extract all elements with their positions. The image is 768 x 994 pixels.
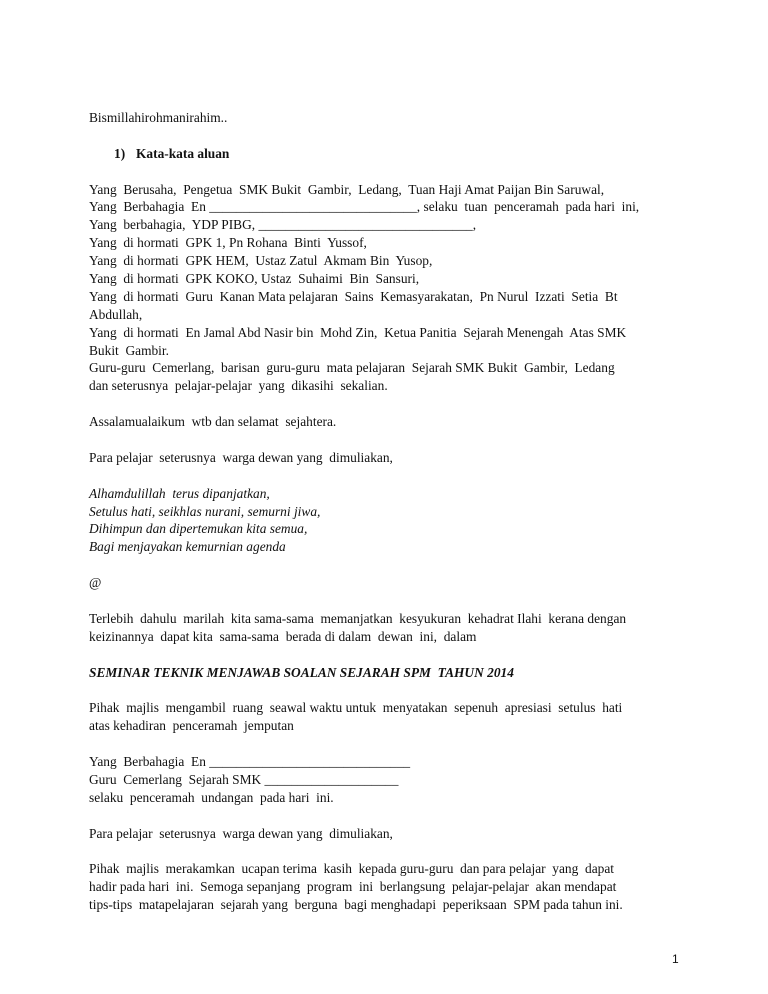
verse-line: Dihimpun dan dipertemukan kita semua, [89,521,308,537]
salutation-line: Guru-guru Cemerlang, barisan guru-guru mata pelajaran Sejarah SMK Bukit Gambir, Ledang [89,360,615,376]
salutation-line: Yang di hormati En Jamal Abd Nasir bin Mohd Zin, Ketua Panitia Sejarah Menengah Atas SMK [89,324,627,340]
gratitude-line: Terlebih dahulu marilah kita sama-sama memanjatkan kesyukuran kehadrat Ilahi kerana dengan [89,610,627,626]
salutation-line: Yang di hormati GPK KOKO, Ustaz Suhaimi Bin Sansuri, [89,271,420,287]
salutation-line: Yang Berbahagia En _______________________________, selaku tuan penceramah pada hari ini, [89,199,640,215]
address-line: Para pelajar seterusnya warga dewan yang dimuliakan, [89,449,393,465]
salutations-block [89,181,699,396]
closing-line: Pihak majlis merakamkan ucapan terima kasih kepada guru-guru dan para pelajar yang dapat [89,861,615,877]
salutation-line: Abdullah, [89,306,143,322]
verse-line: Setulus hati, seikhlas nurani, semurni jiwa, [89,503,321,519]
section-heading [89,145,699,163]
gratitude-line: keizinannya dapat kita sama-sama berada di dalam dewan ini, dalam [89,628,477,644]
verse-block [89,485,699,557]
at-sign-line: @ [89,575,102,591]
document-page [89,109,699,914]
salutation-line: Yang di hormati Guru Kanan Mata pelajaran Sains Kemasyarakatan, Pn Nurul Izzati Setia Bt [89,288,618,304]
salutation-line: Bukit Gambir. [89,342,169,358]
salutation-line: Yang di hormati GPK HEM, Ustaz Zatul Akmam Bin Yusop, [89,253,433,269]
verse-line: Bagi menjayakan kemurnian agenda [89,539,286,555]
greeting-line: Assalamualaikum wtb dan selamat sejahtera. [89,414,337,430]
address-line: Para pelajar seterusnya warga dewan yang dimuliakan, [89,825,393,841]
appreciation-line: atas kehadiran penceramah jemputan [89,718,294,734]
salutation-line: Yang di hormati GPK 1, Pn Rohana Binti Yussof, [89,235,367,251]
salutation-line: dan seterusnya pelajar-pelajar yang dikasihi sekalian. [89,378,388,394]
salutation-line: Yang Berusaha, Pengetua SMK Bukit Gambir, Ledang, Tuan Haji Amat Paijan Bin Saruwal, [89,181,605,197]
speaker-line: Yang Berbahagia En ______________________________ [89,754,411,770]
opening-line: Bismillahirohmanirahim.. [89,110,228,125]
speaker-line: Guru Cemerlang Sejarah SMK ____________________ [89,771,399,787]
heading-title: Kata-kata aluan [136,145,230,161]
salutation-line: Yang berbahagia, YDP PIBG, ________________________________, [89,217,477,233]
closing-line: tips-tips matapelajaran sejarah yang berguna bagi menghadapi peperiksaan SPM pada tahun ini. [89,897,623,913]
heading-number: 1) [114,145,126,161]
speaker-line: selaku penceramah undangan pada hari ini. [89,789,334,805]
closing-line: hadir pada hari ini. Semoga sepanjang program ini berlangsung pelajar-pelajar akan mendapat [89,879,617,895]
verse-line: Alhamdulillah terus dipanjatkan, [89,485,270,501]
appreciation-line: Pihak majlis mengambil ruang seawal waktu untuk menyatakan sepenuh apresiasi setulus hati [89,700,623,716]
seminar-title: SEMINAR TEKNIK MENJAWAB SOALAN SEJARAH SPM TAHUN 2014 [89,664,514,680]
page-number: 1 [672,952,679,966]
